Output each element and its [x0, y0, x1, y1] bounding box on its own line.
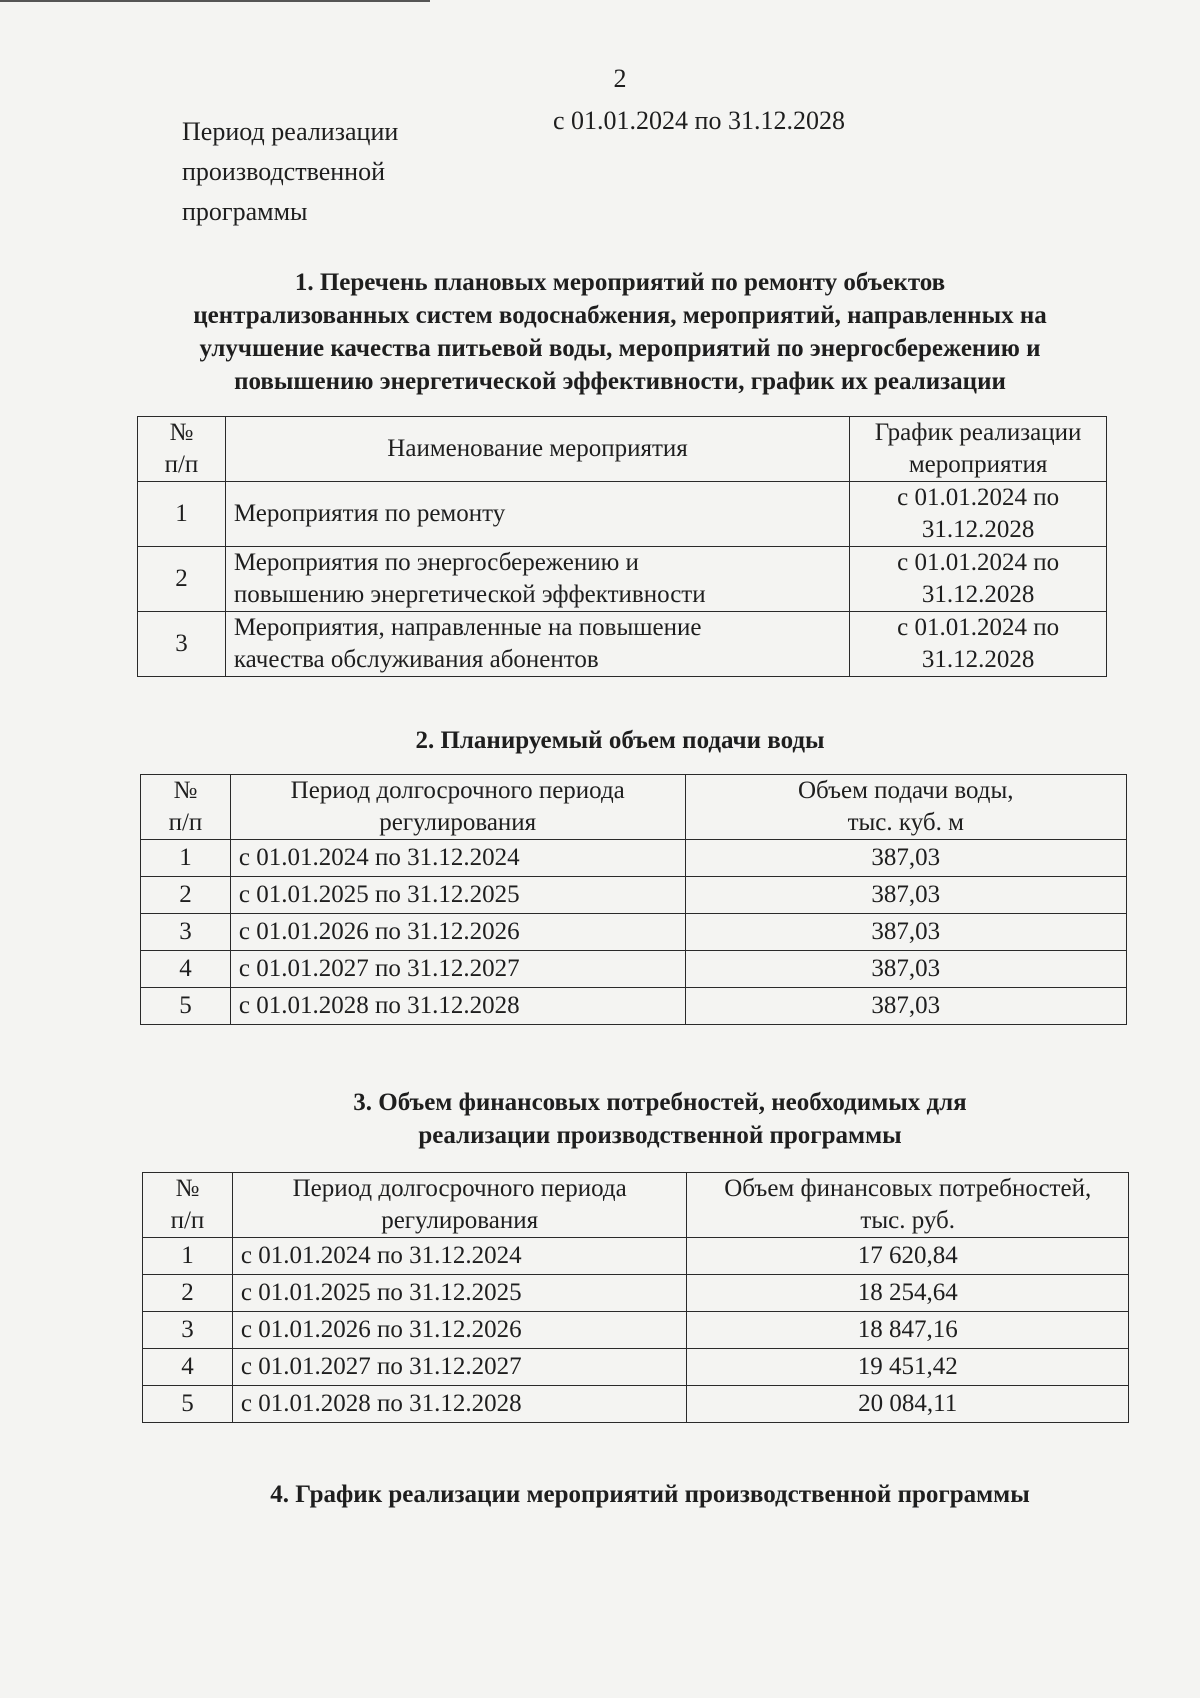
row-period: с 01.01.2026 по 31.12.2026 [232, 1312, 687, 1349]
row-num: 2 [143, 1275, 233, 1312]
row-value: 387,03 [685, 988, 1127, 1025]
row-date [850, 547, 1107, 612]
row-value: 387,03 [685, 840, 1127, 877]
section2-title: 2. Планируемый объем подачи воды [415, 727, 825, 754]
table-row [141, 914, 1127, 951]
row-num: 2 [141, 877, 231, 914]
header-value-line: Объем финансовых потребностей, [724, 1175, 1092, 1202]
header-period-line: регулирования [381, 1207, 539, 1234]
table-row [138, 482, 1107, 547]
header-value-line: тыс. куб. м [847, 809, 964, 836]
period-label [182, 112, 482, 232]
row-date-line: с 01.01.2024 по [897, 549, 1060, 576]
header-schedule [850, 417, 1107, 482]
section1-title-line: централизованных систем водоснабжения, мероприятий, направленных на [193, 302, 1047, 329]
period-label-line: Период реализации [182, 117, 399, 146]
row-date [850, 482, 1107, 547]
header-num [143, 1173, 233, 1238]
table-row [143, 1238, 1129, 1275]
table-header-row [141, 775, 1127, 840]
table-header-row [138, 417, 1107, 482]
row-num: 3 [138, 612, 226, 677]
row-num: 3 [143, 1312, 233, 1349]
row-value: 387,03 [685, 951, 1127, 988]
row-name [225, 547, 849, 612]
header-num [141, 775, 231, 840]
header-period-line: регулирования [379, 809, 537, 836]
row-value: 18 847,16 [687, 1312, 1129, 1349]
row-period: с 01.01.2027 по 31.12.2027 [232, 1349, 687, 1386]
header-period [232, 1173, 687, 1238]
table-row [141, 840, 1127, 877]
row-num: 4 [141, 951, 231, 988]
table-row [138, 547, 1107, 612]
header-num-line: п/п [164, 451, 199, 478]
table-row [138, 612, 1107, 677]
table-row [143, 1312, 1129, 1349]
header-num-line: № [173, 777, 198, 804]
row-date-line: 31.12.2028 [921, 646, 1035, 673]
row-num: 1 [143, 1238, 233, 1275]
row-value: 17 620,84 [687, 1238, 1129, 1275]
table-row [143, 1275, 1129, 1312]
section3-title-line: 3. Объем финансовых потребностей, необходимых для [353, 1089, 967, 1116]
row-period: с 01.01.2025 по 31.12.2025 [232, 1275, 687, 1312]
section1-title-line: улучшение качества питьевой воды, мероприятий по энергосбережению и [199, 335, 1041, 362]
table-row [143, 1386, 1129, 1423]
top-rule [0, 0, 430, 2]
row-value: 387,03 [685, 877, 1127, 914]
section1-title [100, 266, 1140, 398]
row-name-line: Мероприятия по ремонту [233, 500, 506, 527]
row-period: с 01.01.2024 по 31.12.2024 [230, 840, 685, 877]
row-date-line: с 01.01.2024 по [897, 484, 1060, 511]
row-value: 18 254,64 [687, 1275, 1129, 1312]
row-date-line: 31.12.2028 [921, 516, 1035, 543]
row-num: 1 [138, 482, 226, 547]
header-schedule-line: График реализации [874, 419, 1082, 446]
page-number: 2 [613, 64, 627, 93]
header-value-line: Объем подачи воды, [797, 777, 1014, 804]
header-schedule-line: мероприятия [908, 451, 1048, 478]
header-num-line: п/п [168, 809, 203, 836]
section1-title-line: повышению энергетической эффективности, график их реализации [234, 368, 1006, 395]
table-row [141, 877, 1127, 914]
header-value [685, 775, 1127, 840]
table-row [141, 951, 1127, 988]
section4-title: 4. График реализации мероприятий производственной программы [270, 1481, 1030, 1508]
row-period: с 01.01.2028 по 31.12.2028 [232, 1386, 687, 1423]
row-period: с 01.01.2024 по 31.12.2024 [232, 1238, 687, 1275]
section1-title-line: 1. Перечень плановых мероприятий по ремонту объектов [294, 269, 946, 296]
section3-title [180, 1086, 1140, 1152]
table-row [141, 988, 1127, 1025]
row-name-line: качества обслуживания абонентов [233, 646, 599, 673]
row-name-line: Мероприятия по энергосбережению и [233, 549, 639, 576]
header-value [687, 1173, 1129, 1238]
period-label-line: программы [182, 197, 308, 226]
measures-table [137, 416, 1107, 677]
header-num [138, 417, 226, 482]
row-name-line: повышению энергетической эффективности [233, 581, 706, 608]
header-period-line: Период долгосрочного периода [290, 777, 625, 804]
section3-title-line: реализации производственной программы [418, 1122, 902, 1149]
header-value-line: тыс. руб. [860, 1207, 956, 1234]
financial-needs-table [142, 1172, 1129, 1423]
header-name: Наименование мероприятия [225, 417, 849, 482]
row-num: 5 [143, 1386, 233, 1423]
row-period: с 01.01.2026 по 31.12.2026 [230, 914, 685, 951]
row-num: 2 [138, 547, 226, 612]
table-row [143, 1349, 1129, 1386]
row-value: 20 084,11 [687, 1386, 1129, 1423]
row-value: 19 451,42 [687, 1349, 1129, 1386]
header-num-line: № [175, 1175, 200, 1202]
row-name [225, 612, 849, 677]
row-num: 4 [143, 1349, 233, 1386]
header-period [230, 775, 685, 840]
row-num: 5 [141, 988, 231, 1025]
row-period: с 01.01.2025 по 31.12.2025 [230, 877, 685, 914]
header-num-line: п/п [170, 1207, 205, 1234]
water-supply-table [140, 774, 1127, 1025]
row-period: с 01.01.2028 по 31.12.2028 [230, 988, 685, 1025]
row-period: с 01.01.2027 по 31.12.2027 [230, 951, 685, 988]
row-name-line: Мероприятия, направленные на повышение [233, 614, 702, 641]
row-num: 3 [141, 914, 231, 951]
row-value: 387,03 [685, 914, 1127, 951]
row-date [850, 612, 1107, 677]
row-date-line: 31.12.2028 [921, 581, 1035, 608]
period-value: с 01.01.2024 по 31.12.2028 [553, 106, 845, 135]
row-num: 1 [141, 840, 231, 877]
table-header-row [143, 1173, 1129, 1238]
header-period-line: Период долгосрочного периода [292, 1175, 627, 1202]
header-num-line: № [169, 419, 194, 446]
period-label-line: производственной [182, 157, 385, 186]
row-name [225, 482, 849, 547]
row-date-line: с 01.01.2024 по [897, 614, 1060, 641]
